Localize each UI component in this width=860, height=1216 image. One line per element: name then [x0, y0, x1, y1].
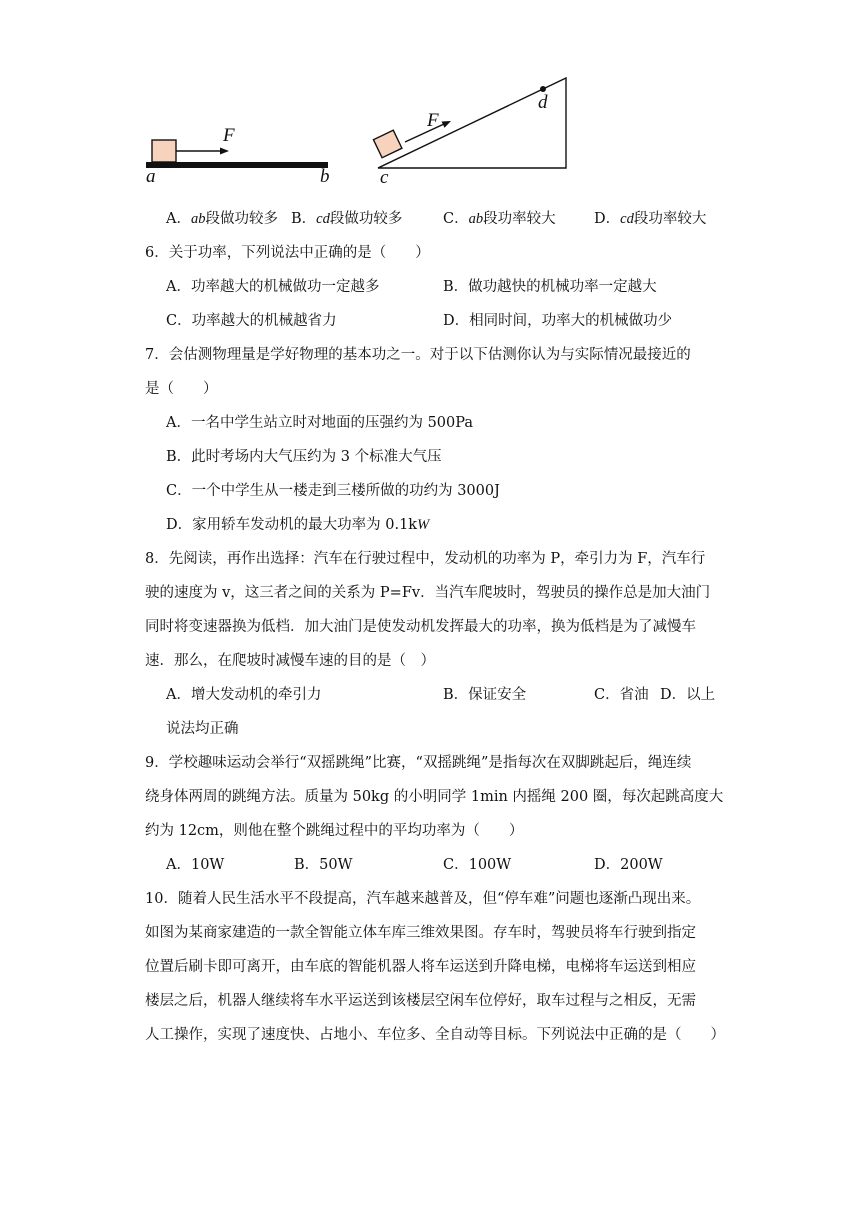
force-arrow-head-incline — [442, 121, 452, 128]
option-letter: C． — [443, 211, 469, 227]
q9-option-a[interactable]: A．10W — [166, 857, 225, 873]
q8-line2: 驶的速度为 v，这三者之间的关系为 P=Fv．当汽车爬坡时，驾驶员的操作总是加大油门 — [145, 585, 711, 601]
option-text: D．家用轿车发动机的最大功率为 0.1k — [166, 517, 418, 533]
q8-option-c[interactable]: C．省油 — [594, 687, 649, 703]
q8-option-b[interactable]: B．保证安全 — [443, 687, 527, 703]
physics-figure — [0, 0, 860, 200]
option-text: 段做功较多 — [205, 211, 278, 227]
q9-option-c[interactable]: C．100W — [443, 857, 512, 873]
q6-stem: 6．关于功率，下列说法中正确的是（ ） — [145, 245, 430, 261]
q9-line1: 9．学校趣味运动会举行“双摇跳绳”比赛，“双摇跳绳”是指每次在双脚跳起后，绳连续 — [145, 755, 692, 771]
force-arrow-head-horizontal — [220, 148, 229, 155]
option-text: 段功率较大 — [633, 211, 707, 227]
q5-option-a[interactable] — [166, 207, 278, 228]
label-force-1: F — [223, 125, 235, 146]
option-unit: W — [417, 517, 430, 533]
q7-stem-line1: 7．会估测物理量是学好物理的基本功之一。对于以下估测你认为与实际情况最接近的 — [145, 347, 691, 363]
q5-option-d[interactable] — [594, 207, 706, 228]
option-italic: ab — [190, 211, 206, 227]
q6-option-d[interactable]: D．相同时间，功率大的机械做功少 — [443, 313, 673, 329]
q6-option-b[interactable]: B．做功越快的机械功率一定越大 — [443, 279, 657, 295]
option-text: 段功率较大 — [483, 211, 556, 227]
q6-option-c[interactable]: C．功率越大的机械越省力 — [166, 313, 337, 329]
q9-line3: 约为 12cm，则他在整个跳绳过程中的平均功率为（ ） — [145, 823, 524, 839]
label-d: d — [538, 92, 548, 113]
q8-line3: 同时将变速器换为低档．加大油门是使发动机发挥最大的功率，换为低档是为了减慢车 — [145, 619, 696, 635]
option-italic: ab — [468, 211, 484, 227]
q7-option-c[interactable]: C．一个中学生从一楼走到三楼所做的功约为 3000J — [166, 483, 500, 499]
q8-line1: 8．先阅读，再作出选择：汽车在行驶过程中，发动机的功率为 P，牵引力为 F，汽车行 — [145, 551, 706, 567]
q5-option-b[interactable] — [291, 207, 402, 228]
label-c: c — [380, 167, 389, 188]
label-b: b — [320, 166, 330, 187]
q10-line3: 位置后刷卡即可离开，由车底的智能机器人将车运送到升降电梯，电梯将车运送到相应 — [145, 959, 696, 975]
q7-option-a[interactable]: A．一名中学生站立时对地面的压强约为 500Pa — [166, 415, 474, 431]
label-a: a — [146, 166, 156, 187]
label-force-2: F — [427, 110, 439, 131]
q7-stem-line2: 是（ ） — [145, 381, 218, 397]
option-letter: A． — [166, 211, 191, 227]
option-italic: cd — [316, 211, 330, 227]
q9-option-b[interactable]: B．50W — [294, 857, 353, 873]
q9-line2: 绕身体两周的跳绳方法。质量为 50kg 的小明同学 1min 内摇绳 200 圈，每次起跳高度大 — [145, 789, 724, 805]
q8-option-d-cont: 说法均正确 — [166, 721, 239, 737]
q8-option-a[interactable]: A．增大发动机的牵引力 — [166, 687, 322, 703]
q7-option-b[interactable]: B．此时考场内大气压约为 3 个标准大气压 — [166, 449, 442, 465]
q10-line2: 如图为某商家建造的一款全智能立体车库三维效果图。存车时，驾驶员将车行驶到指定 — [145, 925, 696, 941]
option-text: 段做功较多 — [329, 211, 403, 227]
option-letter: B． — [291, 211, 317, 227]
q6-option-a[interactable]: A．功率越大的机械做功一定越多 — [166, 279, 380, 295]
q10-line4: 楼层之后，机器人继续将车水平运送到该楼层空闲车位停好，取车过程与之相反，无需 — [145, 993, 696, 1009]
q9-option-d[interactable]: D．200W — [594, 857, 663, 873]
q10-line1: 10．随着人民生活水平不段提高，汽车越来越普及，但“停车难”问题也逐渐凸现出来。 — [145, 891, 701, 907]
q10-line5: 人工操作，实现了速度快、占地小、车位多、全自动等目标。下列说法中正确的是（ ） — [145, 1027, 725, 1043]
q8-option-d[interactable]: D．以上 — [660, 687, 716, 703]
option-letter: D． — [594, 211, 621, 227]
block-horizontal — [152, 140, 176, 162]
block-incline — [373, 130, 401, 158]
q8-line4: 速．那么，在爬坡时减慢车速的目的是（ ） — [145, 653, 435, 669]
option-italic: cd — [620, 211, 634, 227]
q5-option-c[interactable] — [443, 207, 556, 228]
q7-option-d[interactable] — [166, 513, 429, 534]
horizontal-surface — [146, 162, 328, 168]
